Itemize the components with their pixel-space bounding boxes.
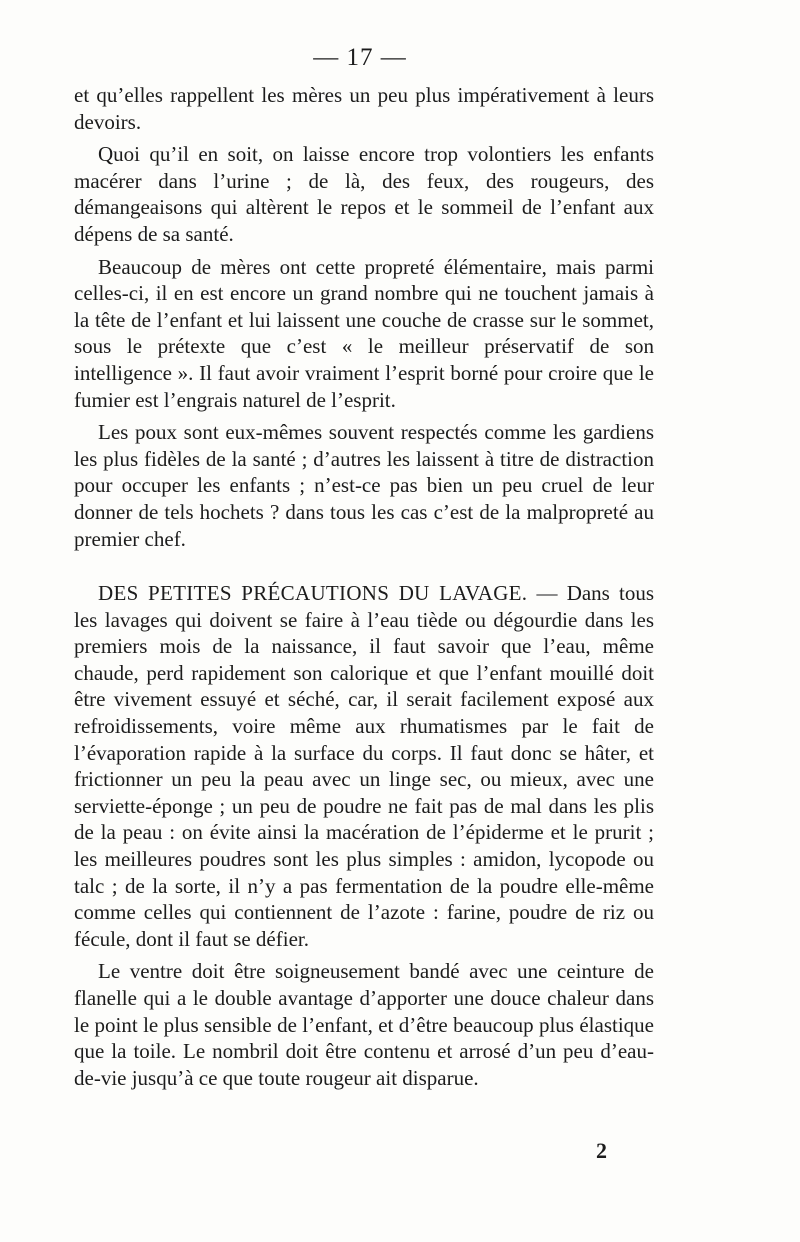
section-continuation: Le ventre doit être soigneusement bandé avec une ceinture de flanelle qui a le double avantage d’apporter une douce chaleur dans le point le plus sensible de l’enfant, et d’être beaucoup plus élastique que la toile. Le nombril doit être contenu et arrosé d’un peu d’eau-de-vie jusqu’à ce que toute rougeur ait disparue.	[74, 959, 654, 1090]
section-paragraph	[74, 580, 654, 952]
text-block-section	[74, 580, 654, 1097]
paragraph-3: Beaucoup de mères ont cette propreté élémentaire, mais parmi celles-ci, il en est encore un grand nombre qui ne touchent jamais à la tête de l’enfant et lui laissent une couche de crasse sur le sommet, sous le prétexte que c’est « le meilleur préservatif de son intelligence ». Il faut avoir vraiment l’esprit borné pour croire que le fumier est l’engrais naturel de l’esprit.	[74, 254, 654, 412]
paragraph-1: et qu’elles rappellent les mères un peu plus impérativement à leurs devoirs.	[74, 83, 654, 134]
paragraph-4: Les poux sont eux-mêmes souvent respectés comme les gardiens les plus fidèles de la santé ; d’autres les laissent à titre de distraction pour occuper les enfants ; n’est-ce pas bien un peu cruel de leur donner de tels hochets ? dans tous les cas c’est de la malpropreté au premier chef.	[74, 420, 654, 551]
text-block-upper	[74, 82, 654, 558]
page-number: — 17 —	[313, 44, 407, 71]
signature-mark: 2	[596, 1138, 607, 1163]
section-dash: —	[527, 581, 567, 605]
section-body: Dans tous les lavages qui doivent se faire à l’eau tiède ou dégourdie dans les premiers mois de la naissance, il faut savoir que l’eau, même chaude, perd rapidement son calorique et que l’enfant mouillé doit être vivement essuyé et séché, car, il serait facilement exposé aux refroidissements, voire même aux rhumatismes par le fait de l’évaporation rapide à la surface du corps. Il faut donc se hâter, et frictionner un peu la peau avec un linge sec, ou mieux, avec une serviette-éponge ; un peu de poudre ne fait pas de mal dans les plis de la peau : on évite ainsi la macération de l’épiderme et le prurit ; les meilleures poudres sont les plus simples : amidon, lycopode ou talc ; de la sorte, il n’y a pas fermentation de la poudre elle-même comme celles qui contiennent de l’azote : farine, poudre de riz ou fécule, dont il faut se défier.	[74, 581, 655, 951]
paragraph-2: Quoi qu’il en soit, on laisse encore trop volontiers les enfants macérer dans l’urine ; de là, des feux, des rougeurs, des démangeaisons qui altèrent le repos et le sommeil de l’enfant aux dépens de sa santé.	[74, 142, 654, 246]
section-title: DES PETITES PRÉCAUTIONS DU LAVAGE.	[98, 581, 528, 605]
